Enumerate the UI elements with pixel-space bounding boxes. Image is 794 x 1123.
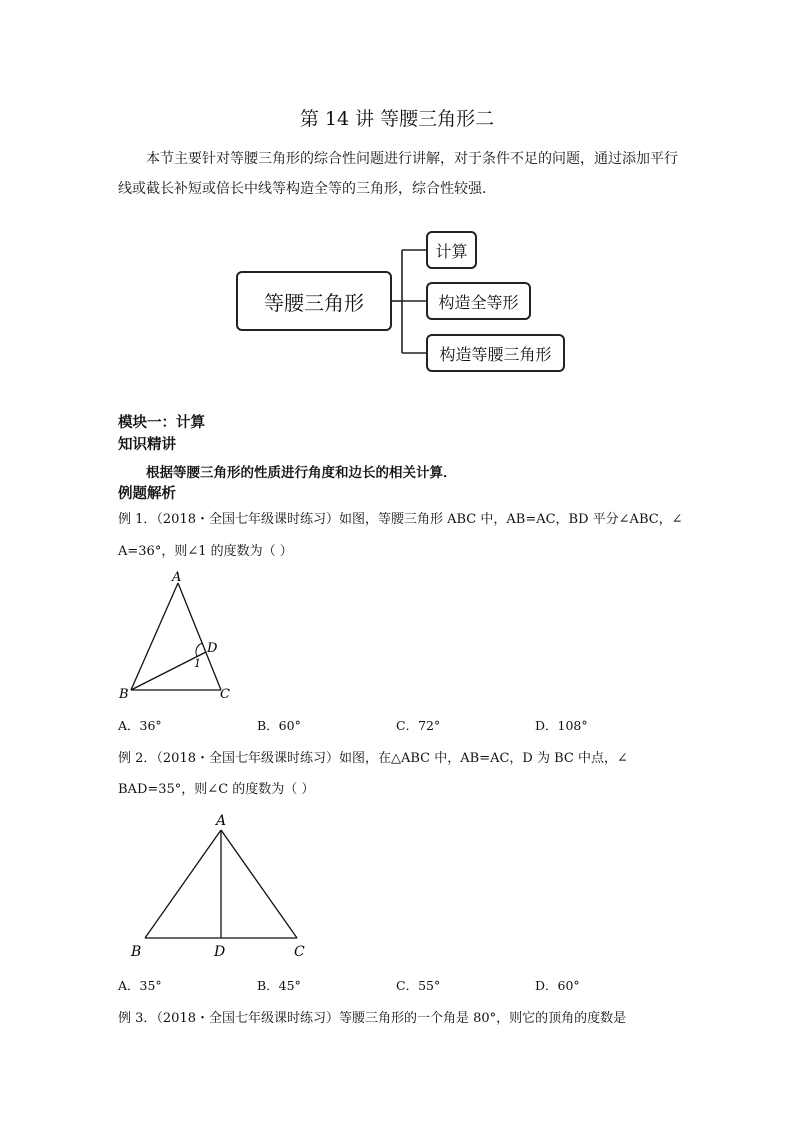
mindmap-branch-label: 构造全等形 bbox=[438, 292, 519, 312]
example-3-line-1: 例 3．（2018・全国七年级课时练习）等腰三角形的一个角是 80°，则它的顶角的度数是 bbox=[118, 1011, 627, 1026]
mindmap-branch-label: 构造等腰三角形 bbox=[439, 344, 552, 364]
example-1-option-a: A．36° bbox=[118, 718, 162, 733]
mindmap-branch-2 bbox=[426, 282, 531, 320]
example-2-option-a: A．35° bbox=[118, 978, 162, 993]
angle-1-label: 1 bbox=[194, 657, 201, 670]
example-1-figure bbox=[110, 565, 240, 705]
example-2-option-c: C．55° bbox=[396, 978, 441, 993]
knowledge-heading: 知识精讲 bbox=[118, 437, 176, 453]
label-a: A bbox=[172, 570, 182, 585]
label-d: D bbox=[214, 944, 226, 960]
mindmap-root-node bbox=[236, 271, 392, 331]
module-heading: 模块一：计算 bbox=[118, 415, 205, 431]
side-ab bbox=[145, 830, 221, 938]
example-1-line-2: A=36°，则∠1 的度数为（ ） bbox=[118, 544, 293, 559]
example-1-option-b: B．60° bbox=[257, 718, 301, 733]
mindmap-branch-3 bbox=[426, 334, 565, 372]
example-2-option-d: D．60° bbox=[535, 978, 580, 993]
side-ab bbox=[131, 583, 178, 690]
examples-heading: 例题解析 bbox=[118, 486, 176, 502]
knowledge-text: 根据等腰三角形的性质进行角度和边长的相关计算． bbox=[146, 465, 457, 481]
side-ac bbox=[221, 830, 297, 938]
mindmap-connectors bbox=[0, 0, 794, 400]
example-2-option-b: B．45° bbox=[257, 978, 301, 993]
label-c: C bbox=[220, 687, 230, 702]
example-2-line-2: BAD=35°，则∠C 的度数为（ ） bbox=[118, 782, 315, 797]
intro-paragraph: 本节主要针对等腰三角形的综合性问题进行讲解，对于条件不足的问题，通过添加平行线或截长补短或倍长中线等构造全等的三角形，综合性较强． bbox=[118, 151, 678, 197]
example-2-figure bbox=[120, 808, 320, 963]
mindmap-branch-label: 计算 bbox=[435, 241, 468, 261]
example-1-option-d: D．108° bbox=[535, 718, 588, 733]
label-b: B bbox=[119, 687, 129, 702]
example-1-line-1: 例 1．（2018・全国七年级课时练习）如图，等腰三角形 ABC 中，AB=AC，BD 平分∠ABC，∠ bbox=[118, 512, 683, 527]
mindmap-root-label: 等腰三角形 bbox=[264, 290, 364, 315]
side-ac bbox=[178, 583, 221, 690]
page-title: 第 14 讲 等腰三角形二 bbox=[299, 108, 495, 130]
label-d: D bbox=[207, 641, 218, 656]
example-2-line-1: 例 2．（2018・全国七年级课时练习）如图，在△ABC 中，AB=AC，D 为 BC 中点，∠ bbox=[118, 751, 628, 766]
example-1-option-c: C．72° bbox=[396, 718, 441, 733]
mindmap-branch-1 bbox=[426, 231, 477, 269]
label-c: C bbox=[294, 944, 305, 960]
label-a: A bbox=[216, 813, 227, 829]
label-b: B bbox=[131, 944, 142, 960]
